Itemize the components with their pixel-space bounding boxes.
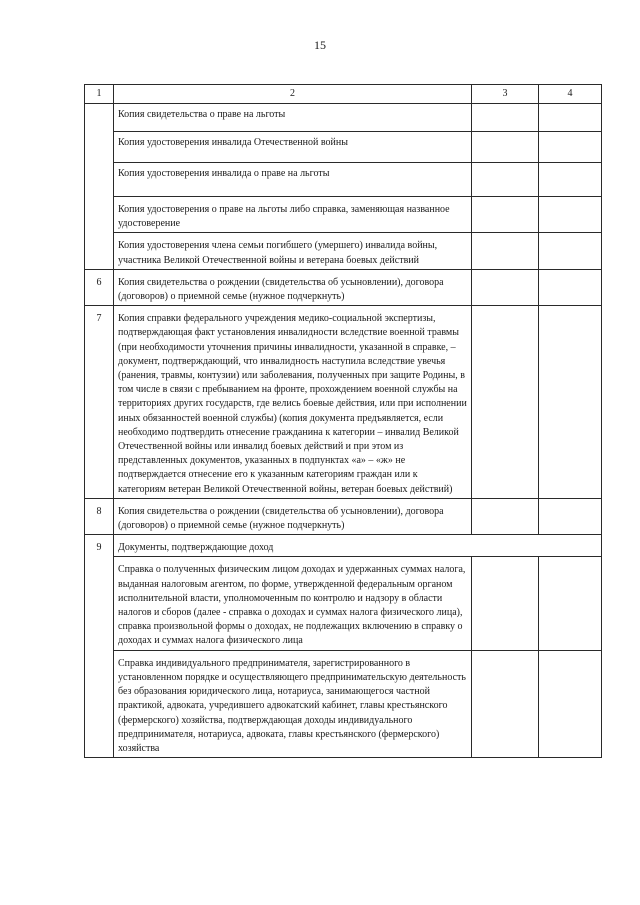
document-description: Копия удостоверения инвалида о праве на льготы (114, 163, 472, 197)
column-header-1: 1 (85, 85, 114, 104)
document-description: Копия удостоверения члена семьи погибшего (умершего) инвалида войны, участника Великой Отечественной войны и ветерана боевых действий (114, 233, 472, 269)
column-header-4: 4 (539, 85, 602, 104)
empty-cell (472, 233, 539, 269)
document-description: Копия справки федерального учреждения медико-социальной экспертизы, подтверждающая факт установления инвалидности вследствие военной травмы (при необходимости уточнения причины инвалидности, указанной в справке, – документ, подтверждающий, что инвалидность наступила вследствие увечья (ранения, травмы, контузии) или заболевания, полученных при защите Родины, в том числе в связи с пребыванием на фронте, прохождением военной службы на территориях других государств, где велись боевые действия, или при исполнении иных обязанностей военной службы) (копия документа предъявляется, если необходимо подтвердить отнесение гражданина к категории – инвалид Великой Отечественной войны или инвалид боевых действий и при этом из представленных документов, указанных в подпунктах «а» – «ж» не подтверждается отнесение его к указанным категориям граждан или к категориям ветеран Великой Отечественной войны, ветеран боевых действий) (114, 306, 472, 499)
table-row (85, 163, 602, 197)
row-number-cell: 7 (85, 306, 114, 499)
table-row (85, 233, 602, 269)
page-number: 15 (314, 38, 326, 52)
empty-cell (539, 498, 602, 534)
table-row (85, 197, 602, 233)
section-heading: Документы, подтверждающие доход (114, 535, 602, 557)
document-description: Копия удостоверения инвалида Отечественной войны (114, 132, 472, 163)
row-number-cell: 6 (85, 269, 114, 305)
empty-cell (472, 132, 539, 163)
empty-cell (472, 269, 539, 305)
empty-cell (472, 197, 539, 233)
table-row (85, 535, 602, 557)
empty-cell (539, 306, 602, 499)
empty-cell (539, 197, 602, 233)
empty-cell (539, 557, 602, 650)
document-description: Справка индивидуального предпринимателя, зарегистрированного в установленном порядке и осуществляющего предпринимательскую деятельность без образования юридического лица, нотариуса, занимающегося частной практикой, адвоката, учредившего адвокатский кабинет, главы крестьянского (фермерского) хозяйства, подтверждающая доходы индивидуального предпринимателя, нотариуса, адвоката, главы крестьянского (фермерского) хозяйства (114, 650, 472, 757)
document-description: Копия удостоверения о праве на льготы либо справка, заменяющая названное удостоверение (114, 197, 472, 233)
row-number-cell: 8 (85, 498, 114, 534)
empty-cell (539, 269, 602, 305)
empty-cell (539, 233, 602, 269)
empty-cell (539, 163, 602, 197)
table-row (85, 269, 602, 305)
document-description: Справка о полученных физическим лицом доходах и удержанных суммах налога, выданная налоговым агентом, по форме, утвержденной федеральным органом исполнительной власти, уполномоченным по контролю и надзору в области налогов и сборов (далее - справка о доходах и суммах налога физического лица), справка произвольной формы о доходах, не подлежащих включению в справку о доходах и суммах налога физического лица (114, 557, 472, 650)
empty-cell (472, 104, 539, 132)
row-number-cell (85, 104, 114, 270)
column-header-2: 2 (114, 85, 472, 104)
table-row (85, 498, 602, 534)
empty-cell (539, 132, 602, 163)
document-description: Копия свидетельства о рождении (свидетельства об усыновлении), договора (договоров) о приемной семье (нужное подчеркнуть) (114, 498, 472, 534)
empty-cell (472, 557, 539, 650)
table-header-row (85, 85, 602, 104)
table-row (85, 557, 602, 650)
row-number-cell: 9 (85, 535, 114, 758)
document-description: Копия свидетельства о рождении (свидетельства об усыновлении), договора (договоров) о приемной семье (нужное подчеркнуть) (114, 269, 472, 305)
empty-cell (472, 650, 539, 757)
table-row (85, 306, 602, 499)
empty-cell (472, 306, 539, 499)
empty-cell (472, 163, 539, 197)
table-row (85, 104, 602, 132)
empty-cell (472, 498, 539, 534)
table-row (85, 132, 602, 163)
column-header-3: 3 (472, 85, 539, 104)
document-description: Копия свидетельства о праве на льготы (114, 104, 472, 132)
table-row (85, 650, 602, 757)
empty-cell (539, 104, 602, 132)
documents-table (84, 84, 602, 758)
empty-cell (539, 650, 602, 757)
